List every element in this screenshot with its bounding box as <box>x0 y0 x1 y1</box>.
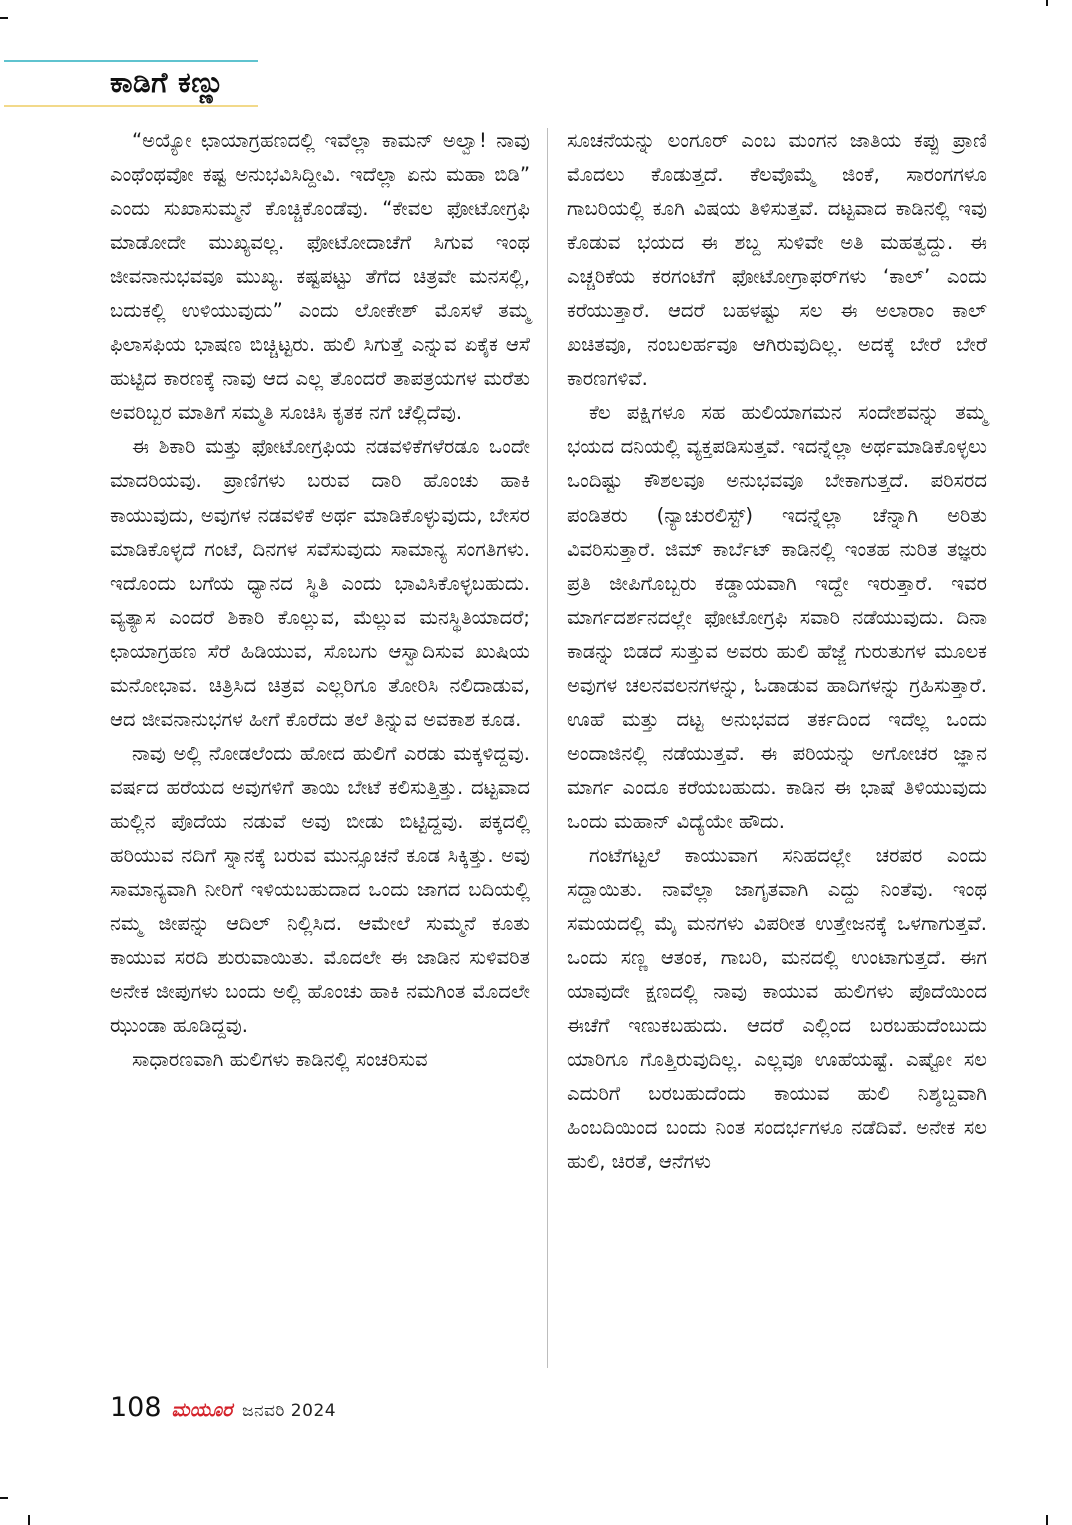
crop-mark <box>0 1497 8 1499</box>
article-column-right <box>567 124 987 1179</box>
crop-mark <box>28 1515 30 1525</box>
paragraph: ನಾವು ಅಲ್ಲಿ ನೋಡಲೆಂದು ಹೋದ ಹುಲಿಗೆ ಎರಡು ಮಕ್ಕಳಿದ್ದವು. ವರ್ಷದ ಹರೆಯದ ಅವುಗಳಿಗೆ ತಾಯಿ ಬೇಟೆ ಕಲಿಸುತ್ತಿತ್ತು. ದಟ್ಟವಾದ ಹುಲ್ಲಿನ ಪೊದೆಯ ನಡುವೆ ಅವು ಬೀಡು ಬಿಟ್ಟಿದ್ದವು. ಪಕ್ಕದಲ್ಲಿ ಹರಿಯುವ ನದಿಗೆ ಸ್ನಾನಕ್ಕೆ ಬರುವ ಮುನ್ಸೂಚನೆ ಕೂಡ ಸಿಕ್ಕಿತ್ತು. ಅವು ಸಾಮಾನ್ಯವಾಗಿ ನೀರಿಗೆ ಇಳಿಯಬಹುದಾದ ಒಂದು ಜಾಗದ ಬದಿಯಲ್ಲಿ ನಮ್ಮ ಜೀಪನ್ನು ಆದಿಲ್ ನಿಲ್ಲಿಸಿದ. ಆಮೇಲೆ ಸುಮ್ಮನೆ ಕೂತು ಕಾಯುವ ಸರದಿ ಶುರುವಾಯಿತು. ಮೊದಲೇ ಈ ಜಾಡಿನ ಸುಳಿವರಿತ ಅನೇಕ ಜೀಪುಗಳು ಬಂದು ಅಲ್ಲಿ ಹೊಂಚು ಹಾಕಿ ನಮಗಿಂತ ಮೊದಲೇ ಝುಂಡಾ ಹೂಡಿದ್ದವು. <box>110 741 530 1038</box>
paragraph: ಗಂಟೆಗಟ್ಟಲೆ ಕಾಯುವಾಗ ಸನಿಹದಲ್ಲೇ ಚರಪರ ಎಂದು ಸದ್ದಾಯಿತು. ನಾವೆಲ್ಲಾ ಜಾಗೃತವಾಗಿ ಎದ್ದು ನಿಂತೆವು. ಇಂಥ ಸಮಯದಲ್ಲಿ ಮೈ ಮನಗಳು ವಿಪರೀತ ಉತ್ತೇಜನಕ್ಕೆ ಒಳಗಾಗುತ್ತವೆ. ಒಂದು ಸಣ್ಣ ಆತಂಕ, ಗಾಬರಿ, ಮನದಲ್ಲಿ ಉಂಟಾಗುತ್ತದೆ. ಈಗ ಯಾವುದೇ ಕ್ಷಣದಲ್ಲಿ ನಾವು ಕಾಯುವ ಹುಲಿಗಳು ಪೊದೆಯಿಂದ ಈಚೆಗೆ ಇಣುಕಬಹುದು. ಆದರೆ ಎಲ್ಲಿಂದ ಬರಬಹುದೆಂಬುದು ಯಾರಿಗೂ ಗೊತ್ತಿರುವುದಿಲ್ಲ. ಎಲ್ಲವೂ ಊಹೆಯಷ್ಟೆ. ಎಷ್ಟೋ ಸಲ ಎದುರಿಗೆ ಬರಬಹುದೆಂದು ಕಾಯುವ ಹುಲಿ ನಿಶ್ಶಬ್ದವಾಗಿ ಹಿಂಬದಿಯಿಂದ ಬಂದು ನಿಂತ ಸಂದರ್ಭಗಳೂ ನಡೆದಿವೆ. ಅನೇಕ ಸಲ ಹುಲಿ, ಚಿರತೆ, ಆನೆಗಳು <box>567 843 987 1174</box>
paragraph: ಸಾಧಾರಣವಾಗಿ ಹುಲಿಗಳು ಕಾಡಿನಲ್ಲಿ ಸಂಚರಿಸುವ <box>132 1048 428 1072</box>
paragraph: “ಅಯ್ಯೋ ಛಾಯಾಗ್ರಹಣದಲ್ಲಿ ಇವೆಲ್ಲಾ ಕಾಮನ್ ಅಲ್ವಾ! ನಾವು ಎಂಥೆಂಥವೋ ಕಷ್ಟ ಅನುಭವಿಸಿದ್ದೀವಿ. ಇದೆಲ್ಲಾ ಏನು ಮಹಾ ಬಿಡಿ” ಎಂದು ಸುಖಾಸುಮ್ಮನೆ ಕೊಚ್ಚಿಕೊಂಡೆವು. “ಕೇವಲ ಫೋಟೋಗ್ರಫಿ ಮಾಡೋದೇ ಮುಖ್ಯವಲ್ಲ. ಫೋಟೋದಾಚೆಗೆ ಸಿಗುವ ಇಂಥ ಜೀವನಾನುಭವವೂ ಮುಖ್ಯ. ಕಷ್ಟಪಟ್ಟು ತೆಗೆದ ಚಿತ್ರವೇ ಮನಸಲ್ಲಿ, ಬದುಕಲ್ಲಿ ಉಳಿಯುವುದು” ಎಂದು ಲೋಕೇಶ್ ಮೊಸಳೆ ತಮ್ಮ ಫಿಲಾಸಫಿಯ ಭಾಷಣ ಬಿಚ್ಚಿಟ್ಟರು. ಹುಲಿ ಸಿಗುತ್ತೆ ಎನ್ನುವ ಏಕೈಕ ಆಸೆ ಹುಟ್ಟಿದ ಕಾರಣಕ್ಕೆ ನಾವು ಆದ ಎಲ್ಲ ತೊಂದರೆ ತಾಪತ್ರಯಗಳ ಮರೆತು ಅವರಿಬ್ಬರ ಮಾತಿಗೆ ಸಮ್ಮತಿ ಸೂಚಿಸಿ ಕೃತಕ ನಗೆ ಚೆಲ್ಲಿದೆವು. <box>110 129 530 425</box>
crop-mark <box>1046 1515 1048 1525</box>
paragraph: ಈ ಶಿಕಾರಿ ಮತ್ತು ಫೋಟೋಗ್ರಫಿಯ ನಡವಳಿಕೆಗಳೆರಡೂ ಒಂದೇ ಮಾದರಿಯವು. ಪ್ರಾಣಿಗಳು ಬರುವ ದಾರಿ ಹೊಂಚು ಹಾಕಿ ಕಾಯುವುದು, ಅವುಗಳ ನಡವಳಿಕೆ ಅರ್ಥ ಮಾಡಿಕೊಳ್ಳುವುದು, ಬೇಸರ ಮಾಡಿಕೊಳ್ಳದೆ ಗಂಟೆ, ದಿನಗಳ ಸವೆಸುವುದು ಸಾಮಾನ್ಯ ಸಂಗತಿಗಳು. ಇದೊಂದು ಬಗೆಯ ಧ್ಯಾನದ ಸ್ಥಿತಿ ಎಂದು ಭಾವಿಸಿಕೊಳ್ಳಬಹುದು. ವ್ಯತ್ಯಾಸ ಎಂದರೆ ಶಿಕಾರಿ ಕೊಲ್ಲುವ, ಮೆಲ್ಲುವ ಮನಸ್ಥಿತಿಯಾದರೆ; ಛಾಯಾಗ್ರಹಣ ಸೆರೆ ಹಿಡಿಯುವ, ಸೊಬಗು ಆಸ್ವಾದಿಸುವ ಖುಷಿಯ ಮನೋಭಾವ. ಚಿತ್ರಿಸಿದ ಚಿತ್ರವ ಎಲ್ಲರಿಗೂ ತೋರಿಸಿ ನಲಿದಾಡುವ, ಆದ ಜೀವನಾನುಭಗಳ ಹೀಗೆ ಕೊರೆದು ತಲೆ ತಿನ್ನುವ ಅವಕಾಶ ಕೂಡ. <box>110 435 530 731</box>
column-divider <box>547 128 548 1368</box>
paragraph: ಕೆಲ ಪಕ್ಷಿಗಳೂ ಸಹ ಹುಲಿಯಾಗಮನ ಸಂದೇಶವನ್ನು ತಮ್ಮ ಭಯದ ದನಿಯಲ್ಲಿ ವ್ಯಕ್ತಪಡಿಸುತ್ತವೆ. ಇದನ್ನೆಲ್ಲಾ ಅರ್ಥಮಾಡಿಕೊಳ್ಳಲು ಒಂದಿಷ್ಟು ಕೌಶಲವೂ ಅನುಭವವೂ ಬೇಕಾಗುತ್ತದೆ. ಪರಿಸರದ ಪಂಡಿತರು (ನ್ಯಾಚುರಲಿಸ್ಟ್) ಇದನ್ನೆಲ್ಲಾ ಚೆನ್ನಾಗಿ ಅರಿತು ವಿವರಿಸುತ್ತಾರೆ. ಜಿಮ್ ಕಾರ್ಬೆಟ್ ಕಾಡಿನಲ್ಲಿ ಇಂತಹ ನುರಿತ ತಜ್ಞರು ಪ್ರತಿ ಜೀಪಿಗೊಬ್ಬರು ಕಡ್ಡಾಯವಾಗಿ ಇದ್ದೇ ಇರುತ್ತಾರೆ. ಇವರ ಮಾರ್ಗದರ್ಶನದಲ್ಲೇ ಫೋಟೋಗ್ರಫಿ ಸವಾರಿ ನಡೆಯುವುದು. ದಿನಾ ಕಾಡನ್ನು ಬಿಡದೆ ಸುತ್ತುವ ಅವರು ಹುಲಿ ಹೆಜ್ಜೆ ಗುರುತುಗಳ ಮೂಲಕ ಅವುಗಳ ಚಲನವಲನಗಳನ್ನು, ಓಡಾಡುವ ಹಾದಿಗಳನ್ನು ಗ್ರಹಿಸುತ್ತಾರೆ. ಊಹೆ ಮತ್ತು ದಟ್ಟ ಅನುಭವದ ತರ್ಕದಿಂದ ಇದೆಲ್ಲ ಒಂದು ಅಂದಾಜಿನಲ್ಲಿ ನಡೆಯುತ್ತವೆ. ಈ ಪರಿಯನ್ನು ಅಗೋಚರ ಜ್ಞಾನ ಮಾರ್ಗ ಎಂದೂ ಕರೆಯಬಹುದು. ಕಾಡಿನ ಈ ಭಾಷೆ ತಿಳಿಯುವುದು ಒಂದು ಮಹಾನ್ ವಿದ್ಯೆಯೇ ಹೌದು. <box>567 401 987 833</box>
section-title: ಕಾಡಿಗೆ ಕಣ್ಣು <box>110 66 225 99</box>
title-rule-bottom <box>4 105 258 107</box>
crop-mark <box>0 17 8 19</box>
page-footer <box>110 1392 336 1426</box>
magazine-logo: ಮಯೂರ <box>171 1399 233 1421</box>
paragraph: ಸೂಚನೆಯನ್ನು ಲಂಗೂರ್ ಎಂಬ ಮಂಗನ ಜಾತಿಯ ಕಪ್ಪು ಪ್ರಾಣಿ ಮೊದಲು ಕೊಡುತ್ತದೆ. ಕೆಲವೊಮ್ಮೆ ಜಿಂಕೆ, ಸಾರಂಗಗಳೂ ಗಾಬರಿಯಲ್ಲಿ ಕೂಗಿ ವಿಷಯ ತಿಳಿಸುತ್ತವೆ. ದಟ್ಟವಾದ ಕಾಡಿನಲ್ಲಿ ಇವು ಕೊಡುವ ಭಯದ ಈ ಶಬ್ದ ಸುಳಿವೇ ಅತಿ ಮಹತ್ವದ್ದು. ಈ ಎಚ್ಚರಿಕೆಯ ಕರಗಂಟೆಗೆ ಫೋಟೋಗ್ರಾಫರ್‌ಗಳು ‘ಕಾಲ್’ ಎಂದು ಕರೆಯುತ್ತಾರೆ. ಆದರೆ ಬಹಳಷ್ಟು ಸಲ ಈ ಅಲಾರಾಂ ಕಾಲ್ ಖಚಿತವೂ, ನಂಬಲರ್ಹವೂ ಆಗಿರುವುದಿಲ್ಲ. ಅದಕ್ಕೆ ಬೇರೆ ಬೇರೆ ಕಾರಣಗಳಿವೆ. <box>567 129 987 391</box>
issue-date: ಜನವರಿ 2024 <box>242 1401 337 1421</box>
page-number: 108 <box>110 1392 162 1423</box>
crop-mark <box>1046 0 1048 6</box>
title-rule-top <box>4 60 258 62</box>
article-column-left <box>110 124 530 1077</box>
